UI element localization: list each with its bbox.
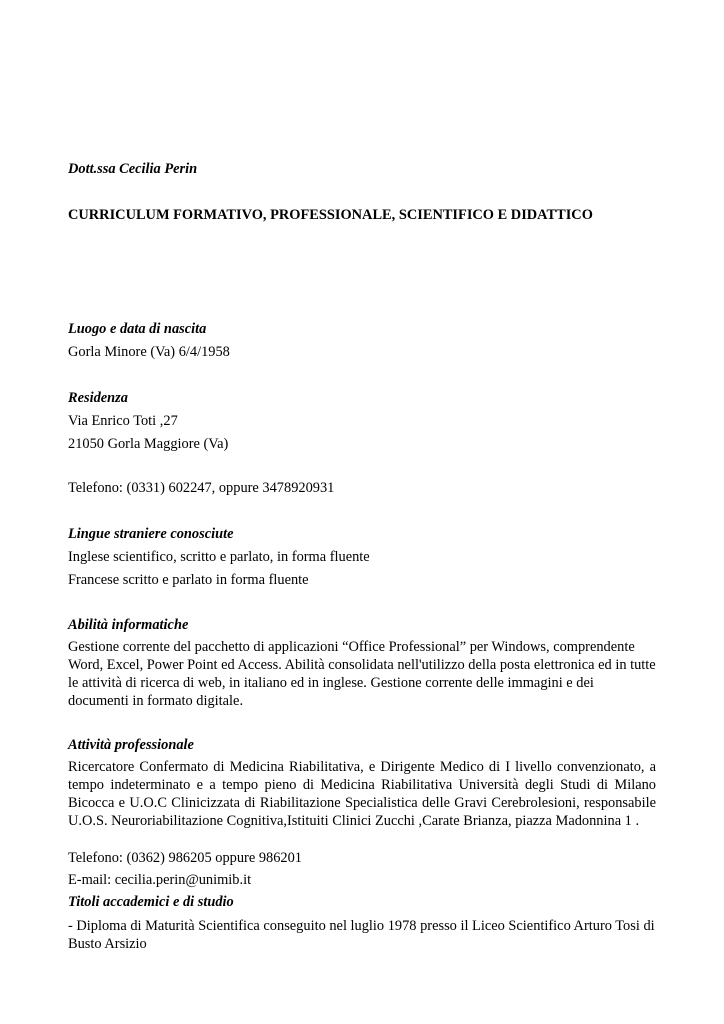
professional-heading: Attività professionale <box>68 737 194 753</box>
it-skills-heading: Abilità informatiche <box>68 617 189 633</box>
professional-email: E-mail: cecilia.perin@unimib.it <box>68 872 252 888</box>
residence-street: Via Enrico Toti ,27 <box>68 413 178 429</box>
education-heading: Titoli accademici e di studio <box>68 894 234 910</box>
birth-value: Gorla Minore (Va) 6/4/1958 <box>68 344 230 360</box>
education-item: - Diploma di Maturità Scientifica conseguito nel luglio 1978 presso il Liceo Scientifico Arturo Tosi di Busto Arsizio <box>68 918 655 952</box>
professional-phone: Telefono: (0362) 986205 oppure 986201 <box>68 850 302 866</box>
residence-phone: Telefono: (0331) 602247, oppure 3478920931 <box>68 480 335 496</box>
document-title: CURRICULUM FORMATIVO, PROFESSIONALE, SCIENTIFICO E DIDATTICO <box>68 207 593 223</box>
residence-heading: Residenza <box>68 390 128 406</box>
birth-heading: Luogo e data di nascita <box>68 321 207 337</box>
language-item: Francese scritto e parlato in forma fluente <box>68 572 309 588</box>
residence-city: 21050 Gorla Maggiore (Va) <box>68 436 229 452</box>
professional-text: Ricercatore Confermato di Medicina Riabilitativa, e Dirigente Medico di I livello convenzionato, a tempo indeterminato e a tempo pieno di Medicina Riabilitativa Università degli Studi di Milano Bicocca e U.O.C Clinicizzata di Riabilitazione Specialistica delle Gravi Cerebrolesioni, responsabile U.O.S. Neuroriabilitazione Cognitiva,Istituiti Clinici Zucchi ,Carate Brianza, piazza Madonnina 1 . <box>68 759 656 829</box>
it-skills-text: Gestione corrente del pacchetto di applicazioni “Office Professional” per Windows, comprendente Word, Excel, Power Point ed Access. Abilità consolidata nell'utilizzo della posta elettronica ed in tutte le attività di ricerca di web, in italiano ed in inglese. Gestione corrente delle immagini e dei documenti in formato digitale. <box>68 639 656 709</box>
language-item: Inglese scientifico, scritto e parlato, in forma fluente <box>68 549 370 565</box>
author-name: Dott.ssa Cecilia Perin <box>68 161 198 177</box>
languages-heading: Lingue straniere conosciute <box>68 526 234 542</box>
